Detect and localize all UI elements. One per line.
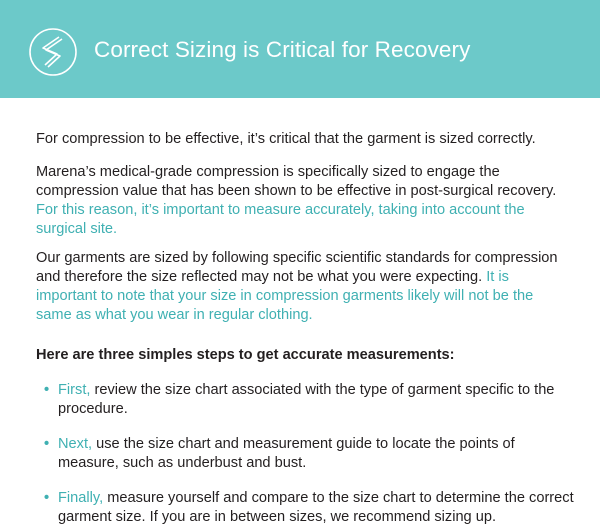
step-lead: Next, xyxy=(58,436,93,452)
intro-paragraph: For compression to be effective, it’s critical that the garment is sized correctly. xyxy=(36,131,536,147)
step-text: use the size chart and measurement guide to locate the points of measure, such as underbust and bust. xyxy=(58,436,515,471)
bullet-icon: • xyxy=(44,382,50,398)
step-item xyxy=(44,489,574,527)
marena-logo-icon xyxy=(28,27,78,77)
page-title: Correct Sizing is Critical for Recovery xyxy=(94,37,471,62)
step-text: measure yourself and compare to the size chart to determine the correct garment size. If you are in between sizes, we recommend sizing up. xyxy=(58,490,574,525)
compression-paragraph xyxy=(36,163,564,239)
bullet-icon: • xyxy=(44,490,50,506)
step-item xyxy=(44,381,574,419)
compression-text: Marena’s medical-grade compression is specifically sized to engage the compression value that has been shown to be effective in post-surgical recovery. xyxy=(36,164,557,199)
steps-heading: Here are three simples steps to get accurate measurements: xyxy=(36,347,455,363)
header-banner xyxy=(0,0,600,98)
sizing-text: Our garments are sized by following specific scientific standards for compression and therefore the size reflected may not be what you were expecting. xyxy=(36,250,558,285)
step-lead: Finally, xyxy=(58,490,104,506)
step-lead: First, xyxy=(58,382,91,398)
sizing-standards-paragraph xyxy=(36,249,564,325)
step-text: review the size chart associated with the type of garment specific to the procedure. xyxy=(58,382,555,417)
compression-highlight: For this reason, it’s important to measure accurately, taking into account the surgical site. xyxy=(36,202,525,237)
bullet-icon: • xyxy=(44,436,50,452)
step-item xyxy=(44,435,574,473)
sizing-highlight: It is important to note that your size in compression garments likely will not be the same as what you wear in regular clothing. xyxy=(36,269,534,323)
